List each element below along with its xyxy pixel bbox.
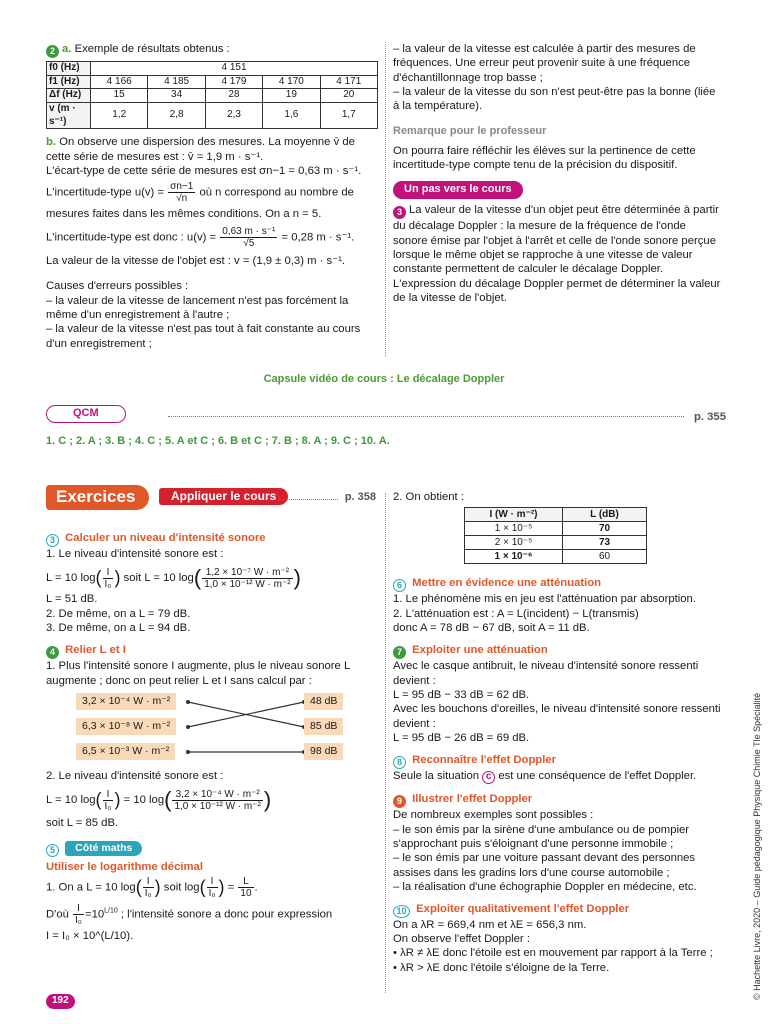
table-cell: 19: [263, 89, 320, 103]
part-b-line1: [46, 135, 378, 149]
error-cause-4: – la valeur de la vitesse du son n'est peut-être pas la bonne (liée à la température).: [393, 86, 716, 113]
ex8-number-badge: 8: [393, 756, 406, 769]
ex5-number-badge: 5: [46, 844, 59, 857]
ex4-i-fraction: $\frac{I}{\text{I₀}}$: [104, 788, 112, 812]
ex4-title: Relier L et I: [65, 644, 126, 657]
ex4-number-badge: 4: [46, 646, 59, 659]
matching-diagram: [46, 693, 378, 769]
ex3-i-fraction: $\frac{I}{\text{I₀}}$: [104, 566, 112, 590]
uncertainty-fraction: [168, 181, 195, 204]
number-2-badge: 2: [46, 45, 59, 58]
column-divider-top: [385, 42, 386, 357]
intensity-level-table: [464, 507, 647, 564]
qcm-header: [46, 404, 726, 426]
ex3-value-fraction: [202, 567, 292, 590]
ex4-line1: 1. Plus l'intensité sonore I augmente, plus le niveau sonore L augmente ; donc on peut relier L et I sans calcul par :: [46, 660, 350, 687]
fraction-top: σn−1: [170, 181, 194, 193]
right-bottom-column: [393, 490, 723, 975]
ex10-line2: On observe l'effet Doppler :: [393, 932, 530, 945]
table-row: [465, 522, 647, 536]
exercises-dotted-leader: [278, 499, 338, 500]
table-cell: 1 × 10⁻⁶: [465, 550, 563, 564]
db-box-1: 48 dB: [304, 693, 343, 710]
table-row: [465, 536, 647, 550]
fraction-bottom: √n: [176, 193, 188, 205]
ex4-heading: [46, 643, 378, 659]
f0-value: 4 151: [91, 62, 378, 76]
apply-course-pill: Appliquer le cours: [159, 488, 288, 505]
table-cell: 1,6: [263, 103, 320, 129]
ex9-line4: – la réalisation d'une échographie Doppler en médecine, etc.: [393, 881, 697, 894]
ex4-result: soit L = 85 dB.: [46, 817, 119, 830]
ex6-line2: 2. L'atténuation est : A = L(incident) − L(transmis): [393, 607, 639, 620]
ex6-number-badge: 6: [393, 579, 406, 592]
ex5-i-fraction-2: $\frac{I}{\text{I₀}}$: [208, 875, 216, 899]
ex9-number-badge: 9: [393, 795, 406, 808]
ex3-heading: [46, 531, 378, 547]
situation-c-circle: c: [482, 771, 495, 784]
step-course-pill: Un pas vers le cours: [393, 181, 523, 199]
ex4-formula-mid: = 10 log: [123, 794, 165, 807]
ex9-line2: – le son émis par la sirène d'une ambulance ou de pompier s'approchant puis s'éloignant d'une personne immobile ;: [393, 823, 690, 851]
row-header-f0: f0 (Hz): [47, 62, 91, 76]
ex3-result: L = 51 dB.: [46, 593, 98, 606]
ex6-heading: [393, 576, 723, 592]
remark-title: Remarque pour le professeur: [393, 124, 547, 137]
fraction-top: 3,2 × 10⁻⁴ W · m⁻²: [172, 789, 262, 801]
ex5-line2: D'où $\frac{I}{\text{I₀}}$ $=10^{L/10}$ ; l'intensité sonore a donc pour expression: [46, 902, 333, 926]
ex6-line1: 1. Le phénomène mis en jeu est l'atténuation par absorption.: [393, 593, 696, 606]
ex3-line3: 3. De même, on a L = 94 dB.: [46, 621, 191, 634]
part-b-line3: L'écart-type de cette série de mesures est σn−1 = 0,63 m · s⁻¹.: [46, 165, 362, 178]
velocity-value: La valeur de la vitesse de l'objet est : v = (1,9 ± 0,3) m · s⁻¹.: [46, 254, 346, 267]
db-box-2: 85 dB: [304, 718, 343, 735]
part-b-line2: cette série de mesures est : v̄ = 1,9 m · s⁻¹.: [46, 150, 264, 163]
table-cell: 70: [563, 522, 647, 536]
ex9-title: Illustrer l'effet Doppler: [412, 793, 533, 806]
ex5-line2-post: ; l'intensité sonore a donc pour expression: [120, 908, 333, 921]
part-a-text: Exemple de résultats obtenus :: [74, 43, 230, 55]
table-row: [47, 75, 378, 89]
ex5-i-fraction: $\frac{I}{\text{I₀}}$: [144, 875, 152, 899]
ex4-formula: L = 10 log( $\frac{I}{\text{I₀}}$ ) = 10 log( $\frac{\text{3,2 × 10⁻⁴ W · m⁻²}}{\text{1,0 × 10⁻¹² W · m⁻²}}$ ): [46, 787, 272, 813]
table-cell: 1,2: [91, 103, 148, 129]
table-row: [47, 62, 378, 76]
ex10-line1: On a λR = 669,4 nm et λE = 656,3 nm.: [393, 918, 587, 931]
table-cell: 15: [91, 89, 148, 103]
table-row: [47, 89, 378, 103]
ex3-line1: 1. Le niveau d'intensité sonore est :: [46, 548, 224, 560]
table-cell: 1 × 10⁻⁵: [465, 522, 563, 536]
ex5-line2-pre: D'où: [46, 908, 69, 921]
table-row: [47, 103, 378, 129]
qcm-answers: 1. C ; 2. A ; 3. B ; 4. C ; 5. A et C ; 6. B et C ; 7. B ; 8. A ; 9. C ; 10. A.: [46, 435, 390, 447]
exercises-page-ref: p. 358: [344, 491, 376, 503]
ex4-formula-pre: L = 10 log: [46, 794, 96, 807]
table-cell: 34: [148, 89, 205, 103]
uncertainty-donc-pre: L'incertitude-type est donc : u(v) =: [46, 231, 217, 244]
ex8-line1: [393, 769, 723, 784]
uncertainty-pre: L'incertitude-type u(v) =: [46, 186, 165, 199]
qcm-pill: QCM: [46, 405, 126, 423]
table-header: L (dB): [563, 508, 647, 522]
intensity-box-2: 6,3 × 10⁻⁸ W · m⁻²: [76, 718, 176, 735]
fraction-top: 1,2 × 10⁻⁷ W · m⁻²: [202, 567, 292, 579]
uncertainty-donc-post: = 0,28 m · s⁻¹.: [281, 231, 355, 244]
column-divider-bottom: [385, 493, 386, 993]
ex7-title: Exploiter une atténuation: [412, 644, 548, 657]
ex7-heading: [393, 643, 723, 659]
video-capsule-link[interactable]: Capsule vidéo de cours : Le décalage Doppler: [263, 373, 505, 385]
table-cell: 20: [320, 89, 377, 103]
table-row: [465, 550, 647, 564]
ex4-line2: 2. Le niveau d'intensité sonore est :: [46, 770, 224, 782]
remark-text: On pourra faire réfléchir les élèves sur la pertinence de cette incertitude-type compte tenu de la précision du dispositif.: [393, 144, 696, 172]
results-table: [46, 61, 378, 129]
ex7-line3: Avec les bouchons d'oreilles, le niveau d'intensité sonore ressenti devient :: [393, 703, 721, 730]
cause-1: – la valeur de la vitesse de lancement n'est pas forcément la même d'un enregistrement à l'autre ;: [46, 294, 349, 321]
table-cell: 4 166: [91, 75, 148, 89]
ex5-title: Utiliser le logarithme décimal: [46, 860, 203, 873]
table-cell: 60: [563, 550, 647, 564]
ex10-title: Exploiter qualitativement l'effet Doppler: [416, 902, 630, 915]
ex10-heading: [393, 902, 723, 918]
ex3-title: Calculer un niveau d'intensité sonore: [65, 532, 266, 544]
ex7-line4: L = 95 dB − 26 dB = 69 dB.: [393, 732, 530, 745]
obtient-line: 2. On obtient :: [393, 491, 464, 503]
exercises-pill: Exercices: [46, 485, 149, 510]
page-number: 192: [46, 994, 75, 1009]
fraction-bottom: √5: [243, 237, 255, 249]
part-b-text: On observe une dispersion des mesures. La moyenne v̄ de: [59, 136, 355, 149]
step-course-text: [393, 203, 723, 305]
row-header-f1: f1 (Hz): [47, 75, 91, 89]
ex5-line1-pre: 1. On a L = 10 log: [46, 881, 136, 894]
ex3-formula-mid: soit L = 10 log: [123, 572, 194, 585]
step-course-paragraph: La valeur de la vitesse d'un objet peut être déterminée à partir du décalage Doppler : la mesure de la fréquence de l'onde sonore émise par l'objet à l'arrêt et celle de l'onde sonore perçue lorsque le même objet se rapproche à une vitesse de valeur constante permettent de calculer le décalage Doppler. L'expression du décalage Doppler permet de déterminer la valeur de la vitesse de l'objet.: [393, 204, 721, 305]
row-header-df: Δf (Hz): [47, 89, 91, 103]
left-bottom-column: [46, 531, 378, 943]
ex5-line1-end: .: [254, 881, 258, 894]
table-cell: 28: [205, 89, 262, 103]
ex10-number-badge: 10: [393, 905, 410, 918]
fraction-bottom: 1,0 × 10⁻¹² W · m⁻²: [204, 578, 291, 590]
qcm-page-ref: p. 355: [693, 411, 726, 423]
uncertainty-post: où n correspond au nombre de: [199, 186, 354, 199]
exercises-header: [46, 485, 376, 511]
error-cause-3: – la valeur de la vitesse est calculée à partir des mesures de fréquences. Une erreur peut provenir suite à une fréquence d'échantillonnage trop basse ;: [393, 43, 696, 84]
ex9-heading: [393, 792, 723, 808]
ex5-line3: I = I₀ × 10^(L/10).: [46, 929, 134, 942]
copyright-sidebar: © Hachette Livre, 2020 – Guide pédagogique Physique Chimie Tle Spécialité: [752, 692, 762, 1000]
left-top-column: [46, 42, 378, 351]
table-cell: 4 171: [320, 75, 377, 89]
row-header-v: v (m · s⁻¹): [47, 103, 91, 129]
ex5-line1: 1. On a L = 10 log( $\frac{I}{\text{I₀}}$ ) soit log( $\frac{I}{\text{I₀}}$ ) = $\frac{L}{10}$ .: [46, 875, 258, 899]
ex5-line1-post: =: [227, 881, 235, 894]
ex5-ratio-fraction: $\frac{I}{\text{I₀}}$: [75, 902, 82, 926]
number-3-badge: 3: [393, 206, 406, 219]
ex7-line1: Avec le casque antibruit, le niveau d'intensité sonore ressenti devient :: [393, 660, 699, 687]
ex3-formula: L = 10 log( $\frac{I}{\text{I₀}}$ ) soit L = 10 log( $\frac{\text{1,2 × 10⁻⁷ W · m⁻²}}{\text{1,0 × 10⁻¹² W · m⁻²}}$ ): [46, 565, 301, 591]
ex10-line4: • λR > λE donc l'étoile s'éloigne de la Terre.: [393, 961, 610, 974]
ex8-heading: [393, 753, 723, 769]
ex9-line3: – le son émis par une voiture passant devant des personnes assises dans les gradins lors d'une course automobile ;: [393, 852, 696, 879]
ex6-title: Mettre en évidence une atténuation: [412, 577, 602, 590]
cote-maths-pill: Côté maths: [65, 841, 142, 856]
ex7-number-badge: 7: [393, 646, 406, 659]
part-a-label: a.: [62, 43, 72, 55]
ex5-line1-mid: soit log: [163, 881, 200, 894]
table-cell: 4 170: [263, 75, 320, 89]
table-cell: 4 179: [205, 75, 262, 89]
table-cell: 2,8: [148, 103, 205, 129]
ex8-line1-pre: Seule la situation: [393, 770, 480, 783]
ex3-line2: 2. De même, on a L = 79 dB.: [46, 607, 191, 620]
ex7-line2: L = 95 dB − 33 dB = 62 dB.: [393, 689, 530, 702]
table-cell: 73: [563, 536, 647, 550]
ex6-line3: donc A = 78 dB − 67 dB, soit A = 11 dB.: [393, 622, 590, 635]
fraction-top: 0,63 m · s⁻¹: [222, 225, 276, 237]
intensity-box-3: 6,5 × 10⁻³ W · m⁻²: [76, 743, 175, 760]
uncertainty-line2: mesures faites dans les mêmes conditions. On a n = 5.: [46, 208, 322, 221]
part-a-heading: [46, 42, 378, 58]
ex4-value-fraction: [172, 789, 262, 812]
ex5-l-fraction: $\frac{L}{10}$: [240, 875, 252, 899]
right-top-column: [393, 42, 723, 305]
ex3-number-badge: 3: [46, 534, 59, 547]
table-cell: 1,7: [320, 103, 377, 129]
fraction-bottom: 1,0 × 10⁻¹² W · m⁻²: [174, 800, 261, 812]
ex8-title: Reconnaître l'effet Doppler: [412, 754, 557, 767]
ex8-line1-post: est une conséquence de l'effet Doppler.: [498, 770, 697, 783]
uncertainty-formula: [46, 181, 378, 204]
ex10-line3: • λR ≠ λE donc l'étoile est en mouvement par rapport à la Terre ;: [393, 947, 713, 960]
ex9-line1: De nombreux exemples sont possibles :: [393, 809, 594, 822]
table-cell: 4 185: [148, 75, 205, 89]
table-cell: 2,3: [205, 103, 262, 129]
intensity-box-1: 3,2 × 10⁻⁴ W · m⁻²: [76, 693, 176, 710]
table-cell: 2 × 10⁻⁵: [465, 536, 563, 550]
part-b-label: b.: [46, 136, 57, 149]
uncertainty-result: [46, 226, 378, 249]
ex3-formula-pre: L = 10 log: [46, 572, 96, 585]
causes-title: Causes d'erreurs possibles :: [46, 280, 189, 293]
table-header: I (W · m⁻²): [465, 508, 563, 522]
cause-2: – la valeur de la vitesse n'est pas tout à fait constante au cours d'un enregistrement ;: [46, 323, 361, 350]
table-row: [465, 508, 647, 522]
qcm-dotted-leader: [168, 416, 684, 417]
db-box-3: 98 dB: [304, 743, 343, 760]
ex5-heading: [46, 841, 378, 857]
uncertainty-donc-fraction: [220, 226, 277, 249]
